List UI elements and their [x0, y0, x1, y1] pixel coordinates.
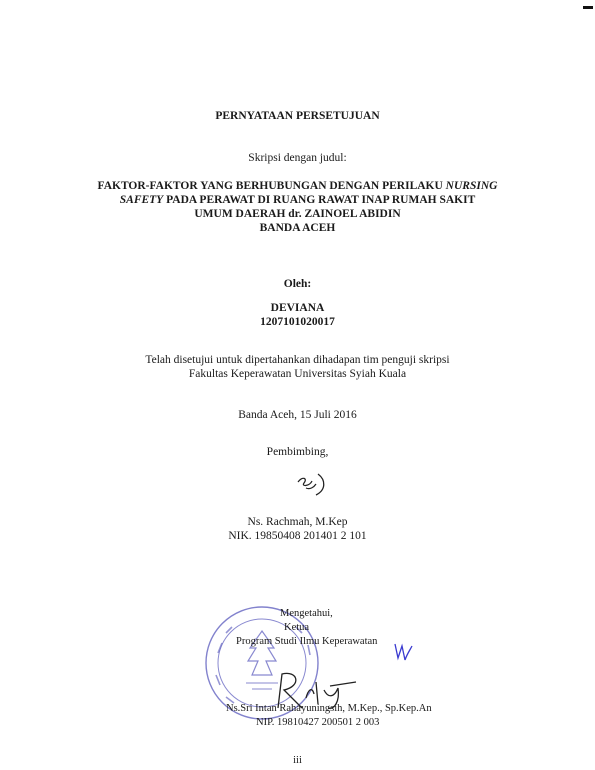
thesis-title-line-3: UMUM DAERAH dr. ZAINOEL ABIDIN — [194, 208, 401, 220]
scan-corner-mark — [583, 6, 593, 9]
thesis-title-line-2 — [0, 194, 595, 206]
head-nip: NIP. 19810427 200501 2 003 — [256, 717, 380, 728]
head-title: Ketua — [284, 622, 310, 633]
supervisor-label: Pembimbing, — [266, 446, 329, 458]
intro-text: Skripsi dengan judul: — [248, 152, 347, 164]
page-heading: PERNYATAAN PERSETUJUAN — [215, 110, 380, 122]
place-date: Banda Aceh, 15 Juli 2016 — [238, 409, 357, 421]
supervisor-nik: NIK. 19850408 201401 2 101 — [228, 530, 367, 542]
title-text-1a: FAKTOR-FAKTOR YANG BERHUBUNGAN DENGAN PERILAKU — [97, 180, 446, 192]
paraf-mark — [392, 640, 414, 666]
thesis-title-line-1 — [0, 180, 595, 192]
supervisor-signature — [290, 470, 330, 500]
page-number: iii — [293, 755, 302, 766]
approval-line-1: Telah disetujui untuk dipertahankan dihadapan tim penguji skripsi — [145, 354, 450, 366]
author-student-id: 1207101020017 — [260, 316, 335, 328]
approval-line-2: Fakultas Keperawatan Universitas Syiah Kuala — [188, 368, 407, 380]
supervisor-name: Ns. Rachmah, M.Kep — [247, 516, 348, 528]
title-italic-1: NURSING — [445, 180, 498, 192]
head-name: Ns.Sri Intan Rahayuningsih, M.Kep., Sp.Kep.An — [226, 703, 432, 714]
thesis-title-line-4: BANDA ACEH — [259, 222, 336, 234]
by-label: Oleh: — [283, 278, 312, 290]
study-program: Program Studi Ilmu Keperawatan — [236, 636, 378, 647]
acknowledged-label: Mengetahui, — [280, 608, 333, 619]
author-name: DEVIANA — [270, 302, 325, 314]
title-text-2b: PADA PERAWAT DI RUANG RAWAT INAP RUMAH SAKIT — [163, 194, 476, 206]
title-italic-2: SAFETY — [119, 194, 164, 206]
